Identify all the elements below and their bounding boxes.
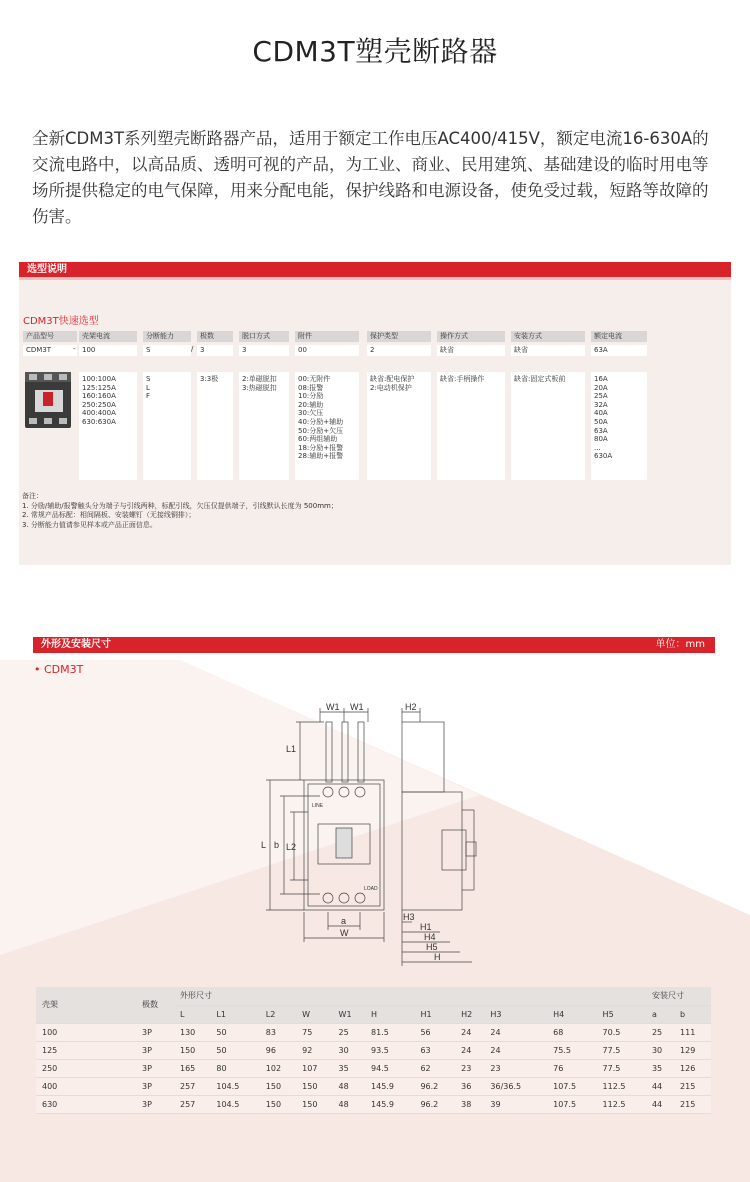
example-cell: CDM3T [23,345,77,356]
option-cell: 2:单磁脱扣 3:热磁脱扣 [239,372,289,480]
example-cell: 63A [591,345,647,356]
table-cell: 104.5 [210,1077,259,1095]
table-cell: 111 [674,1023,711,1041]
table-cell: 107.5 [547,1077,596,1095]
table-cell: 39 [484,1095,547,1113]
subheader-cell: H4 [547,1005,596,1023]
header-cell: 安装方式 [511,331,585,342]
line-label: LINE [312,803,324,809]
dim-a: a [341,916,347,926]
dimension-drawing [260,700,490,970]
table-cell: 77.5 [597,1059,646,1077]
table-cell: 48 [333,1095,365,1113]
table-row [36,1077,711,1095]
dim-h5: H5 [426,942,438,952]
dimensions-bar-label: 外形及安装尺寸 [41,639,111,650]
table-cell: 112.5 [597,1077,646,1095]
table-row [36,1095,711,1113]
option-cell: 100:100A 125:125A 160:160A 250:250A 400:400A 630:630A [79,372,137,480]
table-cell: 107 [296,1059,332,1077]
table-cell: 38 [455,1095,484,1113]
subheader-cell: W1 [333,1005,365,1023]
example-cell: 2 [367,345,431,356]
table-cell: 145.9 [365,1077,414,1095]
selection-subtitle: CDM3T快速选型 [23,316,99,327]
dim-l: L [261,840,267,850]
table-cell: 150 [296,1077,332,1095]
subheader-cell: H3 [484,1005,547,1023]
table-cell: 257 [174,1077,210,1095]
option-cell: 缺省:固定式板前 [511,372,585,480]
table-cell: 63 [414,1041,455,1059]
table-cell: 50 [210,1023,259,1041]
option-cell: 00:无附件 08:报警 10:分励 20:辅助 30:欠压 40:分励+辅助 50:分励+欠压 60:两组辅助 18:分励+报警 28:辅助+报警 [295,372,359,480]
table-cell: 56 [414,1023,455,1041]
subheader-cell: b [674,1005,711,1023]
selection-bar-shadow [19,277,731,280]
subheader-cell: H [365,1005,414,1023]
table-cell: 130 [174,1023,210,1041]
table-cell: 30 [333,1041,365,1059]
table-cell: 50 [210,1041,259,1059]
table-cell: 630 [36,1095,136,1113]
th-poles: 极数 [136,987,174,1023]
table-row [36,1023,711,1041]
example-cell: 缺省 [437,345,505,356]
table-cell: 24 [455,1023,484,1041]
table-cell: 145.9 [365,1095,414,1113]
table-cell: 125 [36,1041,136,1059]
subheader-cell: H2 [455,1005,484,1023]
table-cell: 96 [260,1041,296,1059]
dim-h4: H4 [424,932,436,942]
dim-w1-b: W1 [350,702,364,712]
dimensions-bar [33,637,715,653]
table-cell: 150 [174,1041,210,1059]
table-cell: 250 [36,1059,136,1077]
table-cell: 150 [296,1095,332,1113]
dim-w1-a: W1 [326,702,340,712]
table-cell: 150 [260,1077,296,1095]
table-cell: 25 [646,1023,674,1041]
dim-h1: H1 [420,922,432,932]
subheader-cell: L1 [210,1005,259,1023]
table-cell: 112.5 [597,1095,646,1113]
table-cell: 25 [333,1023,365,1041]
dim-h: H [434,952,441,962]
dimensions-section [33,637,715,653]
dim-h3: H3 [403,912,415,922]
example-cell: 3 [239,345,289,356]
slash-mark: / [191,345,194,353]
dimension-table [36,987,711,1114]
table-cell: 23 [455,1059,484,1077]
dash-mark: - [73,345,76,353]
table-cell: 70.5 [597,1023,646,1041]
table-cell: 102 [260,1059,296,1077]
table-cell: 129 [674,1041,711,1059]
table-cell: 3P [136,1023,174,1041]
table-cell: 96.2 [414,1077,455,1095]
th-frame: 壳架 [36,987,136,1023]
subheader-cell: L2 [260,1005,296,1023]
dim-b: b [274,840,280,850]
table-row [36,1059,711,1077]
table-cell: 44 [646,1077,674,1095]
table-cell: 104.5 [210,1095,259,1113]
example-cell: S [143,345,191,356]
table-cell: 76 [547,1059,596,1077]
header-cell: 脱口方式 [239,331,289,342]
selection-panel [19,262,731,565]
header-cell: 操作方式 [437,331,505,342]
table-cell: 126 [674,1059,711,1077]
table-cell: 257 [174,1095,210,1113]
subheader-cell: H5 [597,1005,646,1023]
breaker-photo [23,370,75,430]
header-cell: 附件 [295,331,359,342]
subheader-cell: a [646,1005,674,1023]
unit-label: 单位：mm [655,639,705,650]
header-cell: 极数 [197,331,233,342]
table-body [36,1023,711,1113]
intro-text: 全新CDM3T系列塑壳断路器产品，适用于额定工作电压AC400/415V，额定电流16-630A的交流电路中，以高品质、透明可视的产品，为工业、商业、民用建筑、基础建设的临时用电等场所提供稳定的电气保障，用来分配电能，保护线路和电源设备，使免受过载，短路等故障的伤害。 [32,129,709,226]
subheader-cell: H1 [414,1005,455,1023]
table-cell: 36/36.5 [484,1077,547,1095]
table-cell: 100 [36,1023,136,1041]
table-cell: 94.5 [365,1059,414,1077]
table-cell: 75 [296,1023,332,1041]
example-cell: 00 [295,345,359,356]
subheader-cell: L [174,1005,210,1023]
table-cell: 36 [455,1077,484,1095]
table-cell: 75.5 [547,1041,596,1059]
example-cell: 3 [197,345,233,356]
table-cell: 150 [260,1095,296,1113]
table-cell: 44 [646,1095,674,1113]
model-label: • CDM3T [34,663,84,676]
selection-notes: 备注： 1. 分励/辅助/报警触头分为端子与引线两种，标配引线，欠压仅提供端子，引线默认长度为 500mm； 2. 常规产品标配：相间隔板、安装螺钉（无接线铜排）； 3. 分断能力值请参见样本或产品正面信息。 [22,492,338,529]
table-cell: 3P [136,1077,174,1095]
option-cell: 缺省:配电保护 2:电动机保护 [367,372,431,480]
dim-l2: L2 [286,842,297,852]
table-cell: 24 [455,1041,484,1059]
table-cell: 24 [484,1023,547,1041]
table-cell: 215 [674,1095,711,1113]
table-cell: 96.2 [414,1095,455,1113]
table-cell: 165 [174,1059,210,1077]
table-cell: 80 [210,1059,259,1077]
table-cell: 92 [296,1041,332,1059]
dim-l1: L1 [286,744,297,754]
table-cell: 23 [484,1059,547,1077]
header-cell: 额定电流 [591,331,647,342]
th-mount: 安装尺寸 [646,987,711,1005]
example-cell: 100 [79,345,137,356]
table-cell: 93.5 [365,1041,414,1059]
option-cell: 16A 20A 25A 32A 40A 50A 63A 80A ... 630A [591,372,647,480]
option-cell: 3:3极 [197,372,233,480]
selection-bar: 选型说明 [19,262,731,277]
table-cell: 215 [674,1077,711,1095]
table-cell: 62 [414,1059,455,1077]
header-cell: 保护类型 [367,331,431,342]
table-cell: 35 [333,1059,365,1077]
subheader-cell: W [296,1005,332,1023]
table-cell: 400 [36,1077,136,1095]
table-cell: 77.5 [597,1041,646,1059]
table-cell: 30 [646,1041,674,1059]
table-cell: 3P [136,1041,174,1059]
table-cell: 3P [136,1059,174,1077]
option-cell: 缺省:手柄操作 [437,372,505,480]
dim-w: W [340,928,349,938]
option-cell: S L F [143,372,191,480]
table-row [36,1041,711,1059]
table-cell: 68 [547,1023,596,1041]
example-cell: 缺省 [511,345,585,356]
header-cell: 壳架电流 [79,331,137,342]
header-cell: 分断能力 [143,331,191,342]
table-cell: 107.5 [547,1095,596,1113]
load-label: LOAD [364,886,378,892]
th-outline: 外形尺寸 [174,987,646,1005]
dim-h2: H2 [405,702,417,712]
table-cell: 24 [484,1041,547,1059]
table-cell: 81.5 [365,1023,414,1041]
table-cell: 48 [333,1077,365,1095]
table-cell: 83 [260,1023,296,1041]
table-cell: 3P [136,1095,174,1113]
page-title: CDM3T塑壳断路器 [252,35,498,68]
table-cell: 35 [646,1059,674,1077]
header-cell: 产品型号 [23,331,77,342]
